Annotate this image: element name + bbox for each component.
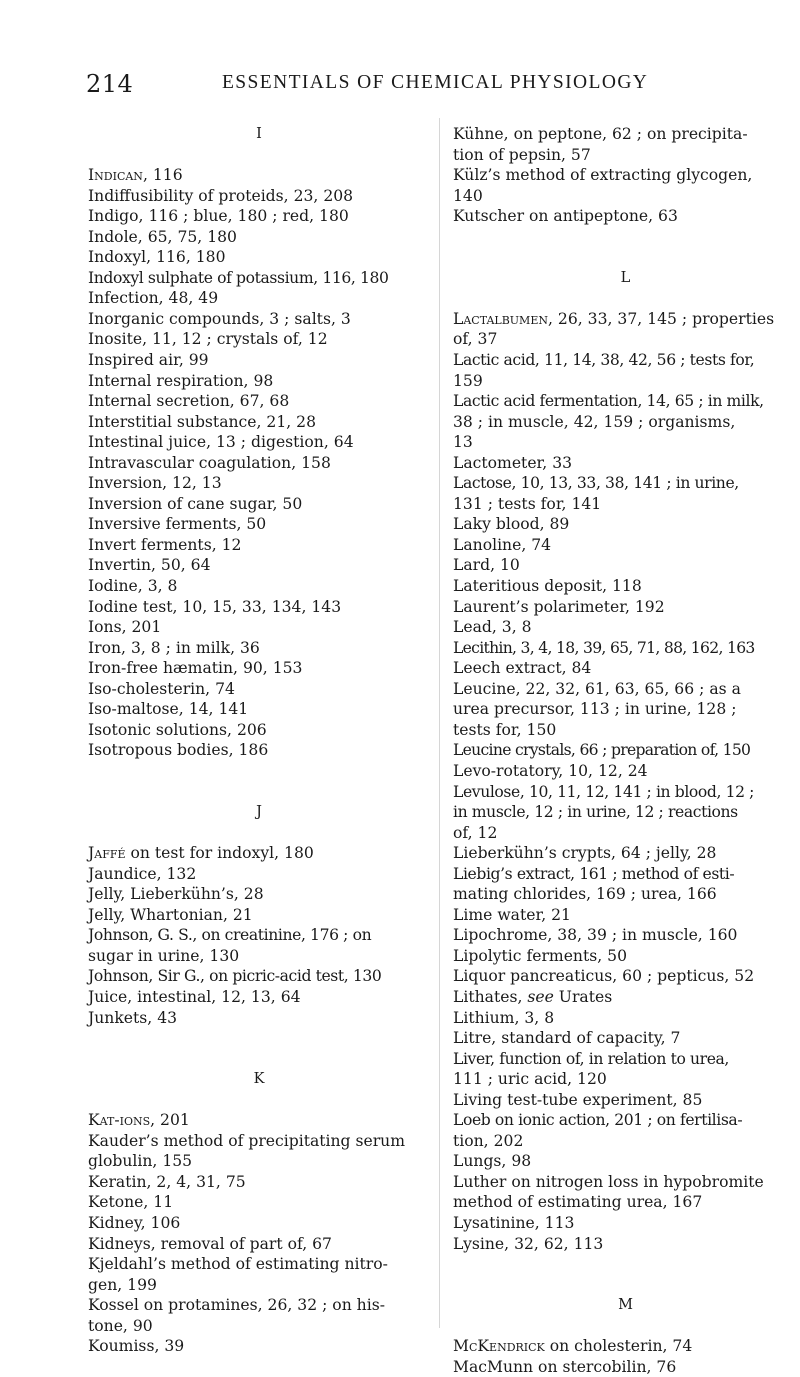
index-entry: Lieberkühn’s crypts, 64 ; jelly, 28 bbox=[453, 844, 717, 863]
index-entry: Living test-tube experiment, 85 bbox=[453, 1090, 703, 1109]
entry-line: Lactic acid fermentation, 14, 65 ; in milk, bbox=[453, 392, 764, 411]
index-entry: Iron-free hæmatin, 90, 153 bbox=[88, 659, 303, 678]
index-entry: Internal respiration, 98 bbox=[88, 371, 274, 390]
index-entry: Lipolytic ferments, 50 bbox=[453, 946, 627, 965]
index-entry: Internal secretion, 67, 68 bbox=[88, 392, 290, 411]
index-entry: Lime water, 21 bbox=[453, 905, 571, 924]
section-i-entries bbox=[88, 165, 430, 761]
index-entry: Iodine test, 10, 15, 33, 134, 143 bbox=[88, 597, 342, 616]
index-entry: Iodine, 3, 8 bbox=[88, 577, 178, 596]
index-entry bbox=[88, 1110, 430, 1131]
entry-line bbox=[88, 1110, 430, 1131]
index-entry: Johnson, Sir G., on picric-acid test, 130 bbox=[88, 967, 382, 986]
entry-line: Külz’s method of extracting glycogen, bbox=[453, 166, 753, 185]
entry-line bbox=[88, 843, 430, 864]
index-entry: Jelly, Whartonian, 21 bbox=[88, 905, 253, 924]
entry-heading-word: Lactalbumen bbox=[453, 309, 548, 328]
index-column-left bbox=[88, 124, 430, 1357]
entry-line: Luther on nitrogen loss in hypobromite bbox=[453, 1172, 764, 1191]
entry-line: tone, 90 bbox=[88, 1316, 153, 1335]
entry-line: Lactose, 10, 13, 33, 38, 141 ; in urine, bbox=[453, 474, 739, 493]
index-entry: Leech extract, 84 bbox=[453, 659, 592, 678]
index-entry: Kutscher on antipeptone, 63 bbox=[453, 207, 678, 226]
index-entry: Laurent’s polarimeter, 192 bbox=[453, 597, 665, 616]
index-entry: Ions, 201 bbox=[88, 618, 162, 637]
index-entry: Lard, 10 bbox=[453, 556, 520, 575]
index-entry bbox=[453, 864, 798, 905]
running-head: ESSENTIALS OF CHEMICAL PHYSIOLOGY bbox=[222, 72, 649, 93]
index-entry: Indoxyl, 116, 180 bbox=[88, 248, 226, 267]
index-entry: Levo-rotatory, 10, 12, 24 bbox=[453, 761, 648, 780]
index-entry: Inversive ferments, 50 bbox=[88, 515, 267, 534]
index-entry: Invertin, 50, 64 bbox=[88, 556, 211, 575]
entry-line: tests for, 150 bbox=[453, 720, 557, 739]
index-entry: Jelly, Lieberkühn’s, 28 bbox=[88, 885, 264, 904]
entry-line: sugar in urine, 130 bbox=[88, 946, 240, 965]
index-entry bbox=[453, 1172, 798, 1213]
index-entry: Lanoline, 74 bbox=[453, 535, 552, 554]
entry-line bbox=[453, 309, 798, 330]
index-entry: Invert ferments, 12 bbox=[88, 535, 242, 554]
index-entry bbox=[88, 1131, 430, 1172]
section-m-entries bbox=[453, 1336, 798, 1377]
entry-line: urea precursor, 113 ; in urine, 128 ; bbox=[453, 700, 737, 719]
section-l-entries bbox=[453, 309, 798, 1254]
entry-line: 13 bbox=[453, 433, 473, 452]
entry-heading-word: Jaffé bbox=[88, 844, 126, 863]
entry-line: of, 37 bbox=[453, 330, 498, 349]
section-k-continued-entries bbox=[453, 124, 798, 227]
index-entry: Juice, intestinal, 12, 13, 64 bbox=[88, 987, 301, 1006]
index-entry: Iso-maltose, 14, 141 bbox=[88, 700, 249, 719]
index-entry: Indigo, 116 ; blue, 180 ; red, 180 bbox=[88, 207, 349, 226]
index-entry bbox=[88, 1254, 430, 1295]
entry-line: Lactic acid, 11, 14, 38, 42, 56 ; tests for, bbox=[453, 351, 755, 370]
entry-line bbox=[88, 165, 430, 186]
index-entry: Lithium, 3, 8 bbox=[453, 1008, 555, 1027]
section-j-entries bbox=[88, 843, 430, 1028]
index-entry: Inspired air, 99 bbox=[88, 351, 209, 370]
entry-heading-word: McKendrick bbox=[453, 1337, 545, 1356]
index-entry bbox=[453, 1110, 798, 1151]
index-entry: Inorganic compounds, 3 ; salts, 3 bbox=[88, 309, 351, 328]
index-entry: Lead, 3, 8 bbox=[453, 618, 532, 637]
entry-line: Kauder’s method of precipitating serum bbox=[88, 1131, 406, 1150]
entry-rest: on cholesterin, 74 bbox=[544, 1337, 693, 1356]
index-entry: Lactometer, 33 bbox=[453, 453, 573, 472]
entry-line: Liver, function of, in relation to urea, bbox=[453, 1049, 729, 1068]
page-number: 214 bbox=[86, 70, 134, 98]
index-entry: Iron, 3, 8 ; in milk, 36 bbox=[88, 638, 260, 657]
index-entry: Litre, standard of capacity, 7 bbox=[453, 1029, 681, 1048]
index-entry bbox=[453, 1336, 798, 1357]
entry-line: Liebig’s extract, 161 ; method of esti- bbox=[453, 864, 735, 883]
section-letter-j: J bbox=[256, 804, 262, 821]
index-entry: Kidneys, removal of part of, 67 bbox=[88, 1234, 332, 1253]
index-entry bbox=[88, 925, 430, 966]
index-entry: Inversion of cane sugar, 50 bbox=[88, 494, 303, 513]
entry-line: mating chlorides, 169 ; urea, 166 bbox=[453, 885, 717, 904]
index-entry: Lecithin, 3, 4, 18, 39, 65, 71, 88, 162, 163 bbox=[453, 638, 755, 657]
entry-rest: , 26, 33, 37, 145 ; properties bbox=[547, 309, 775, 328]
index-entry: Indoxyl sulphate of potassium, 116, 180 bbox=[88, 268, 389, 287]
entry-line: 38 ; in muscle, 42, 159 ; organisms, bbox=[453, 412, 736, 431]
index-entry bbox=[453, 679, 798, 741]
index-entry bbox=[453, 473, 798, 514]
entry-line: Leucine, 22, 32, 61, 63, 65, 66 ; as a bbox=[453, 679, 741, 698]
entry-line: globulin, 155 bbox=[88, 1152, 193, 1171]
entry-line: Kossel on protamines, 26, 32 ; on his- bbox=[88, 1296, 385, 1315]
page-header bbox=[0, 70, 800, 110]
index-entry bbox=[88, 1295, 430, 1336]
entry-heading-word: Kat-ions bbox=[88, 1111, 151, 1130]
entry-line: 159 bbox=[453, 371, 483, 390]
index-entry: Leucine crystals, 66 ; preparation of, 150 bbox=[453, 741, 751, 760]
entry-text: Urates bbox=[553, 987, 613, 1006]
index-entry: Junkets, 43 bbox=[88, 1008, 178, 1027]
index-entry bbox=[453, 309, 798, 350]
entry-line: 111 ; uric acid, 120 bbox=[453, 1070, 607, 1089]
index-entry: Laky blood, 89 bbox=[453, 515, 570, 534]
entry-line: 131 ; tests for, 141 bbox=[453, 494, 602, 513]
index-entry: Isotonic solutions, 206 bbox=[88, 720, 267, 739]
index-entry: Liquor pancreaticus, 60 ; pepticus, 52 bbox=[453, 967, 755, 986]
entry-line: Kjeldahl’s method of estimating nitro- bbox=[88, 1255, 388, 1274]
section-letter-l: L bbox=[620, 269, 631, 286]
section-k-entries bbox=[88, 1110, 430, 1357]
index-entry bbox=[453, 391, 798, 453]
index-entry: Ketone, 11 bbox=[88, 1193, 174, 1212]
index-entry: Intestinal juice, 13 ; digestion, 64 bbox=[88, 433, 354, 452]
entry-line: Loeb on ionic action, 201 ; on fertilisa- bbox=[453, 1111, 743, 1130]
entry-line: tion of pepsin, 57 bbox=[453, 145, 591, 164]
index-entry: MacMunn on stercobilin, 76 bbox=[453, 1357, 677, 1376]
index-entry bbox=[453, 987, 798, 1008]
index-entry: Isotropous bodies, 186 bbox=[88, 741, 269, 760]
index-entry bbox=[453, 782, 798, 844]
entry-line: in muscle, 12 ; in urine, 12 ; reactions bbox=[453, 803, 738, 822]
index-entry: Lysine, 32, 62, 113 bbox=[453, 1234, 604, 1253]
entry-line: method of estimating urea, 167 bbox=[453, 1193, 703, 1212]
index-entry: Inosite, 11, 12 ; crystals of, 12 bbox=[88, 330, 328, 349]
index-entry: Infection, 48, 49 bbox=[88, 289, 219, 308]
index-entry: Lysatinine, 113 bbox=[453, 1213, 575, 1232]
index-entry: Lipochrome, 38, 39 ; in muscle, 160 bbox=[453, 926, 738, 945]
index-entry: Lateritious deposit, 118 bbox=[453, 577, 642, 596]
entry-line: of, 12 bbox=[453, 823, 498, 842]
index-entry: Kidney, 106 bbox=[88, 1213, 181, 1232]
index-entry: Koumiss, 39 bbox=[88, 1337, 185, 1356]
entry-line: Kühne, on peptone, 62 ; on precipita- bbox=[453, 125, 748, 143]
entry-rest: on test for indoxyl, 180 bbox=[125, 844, 314, 863]
index-entry bbox=[453, 124, 798, 165]
index-entry: Lungs, 98 bbox=[453, 1152, 532, 1171]
entry-line: 140 bbox=[453, 186, 483, 205]
index-entry bbox=[453, 350, 798, 391]
index-entry: Iso-cholesterin, 74 bbox=[88, 679, 235, 698]
index-entry bbox=[88, 843, 430, 864]
index-entry: Indole, 65, 75, 180 bbox=[88, 227, 237, 246]
section-letter-i: I bbox=[256, 126, 262, 142]
index-entry: Intravascular coagulation, 158 bbox=[88, 453, 331, 472]
section-letter-m: M bbox=[618, 1297, 633, 1314]
index-entry: Interstitial substance, 21, 28 bbox=[88, 412, 317, 431]
section-letter-k: K bbox=[253, 1071, 265, 1088]
index-entry bbox=[453, 165, 798, 206]
index-entry: Jaundice, 132 bbox=[88, 864, 197, 883]
index-column-right bbox=[453, 124, 798, 1377]
entry-rest: , 201 bbox=[150, 1111, 190, 1130]
entry-line bbox=[453, 1336, 798, 1357]
entry-see: see bbox=[527, 987, 554, 1006]
column-divider bbox=[439, 118, 440, 1328]
entry-line: gen, 199 bbox=[88, 1275, 157, 1294]
index-entry: Indiffusibility of proteids, 23, 208 bbox=[88, 186, 354, 205]
index-entry bbox=[88, 165, 430, 186]
entry-line: Levulose, 10, 11, 12, 141 ; in blood, 12 ; bbox=[453, 782, 755, 801]
index-entry: Keratin, 2, 4, 31, 75 bbox=[88, 1172, 246, 1191]
index-entry: Inversion, 12, 13 bbox=[88, 474, 222, 493]
entry-heading-word: Indican bbox=[88, 166, 143, 185]
entry-text: Lithates, bbox=[453, 987, 528, 1006]
entry-line: tion, 202 bbox=[453, 1131, 524, 1150]
index-entry bbox=[453, 1049, 798, 1090]
entry-rest: , 116 bbox=[142, 166, 183, 185]
entry-line: Johnson, G. S., on creatinine, 176 ; on bbox=[88, 926, 372, 945]
